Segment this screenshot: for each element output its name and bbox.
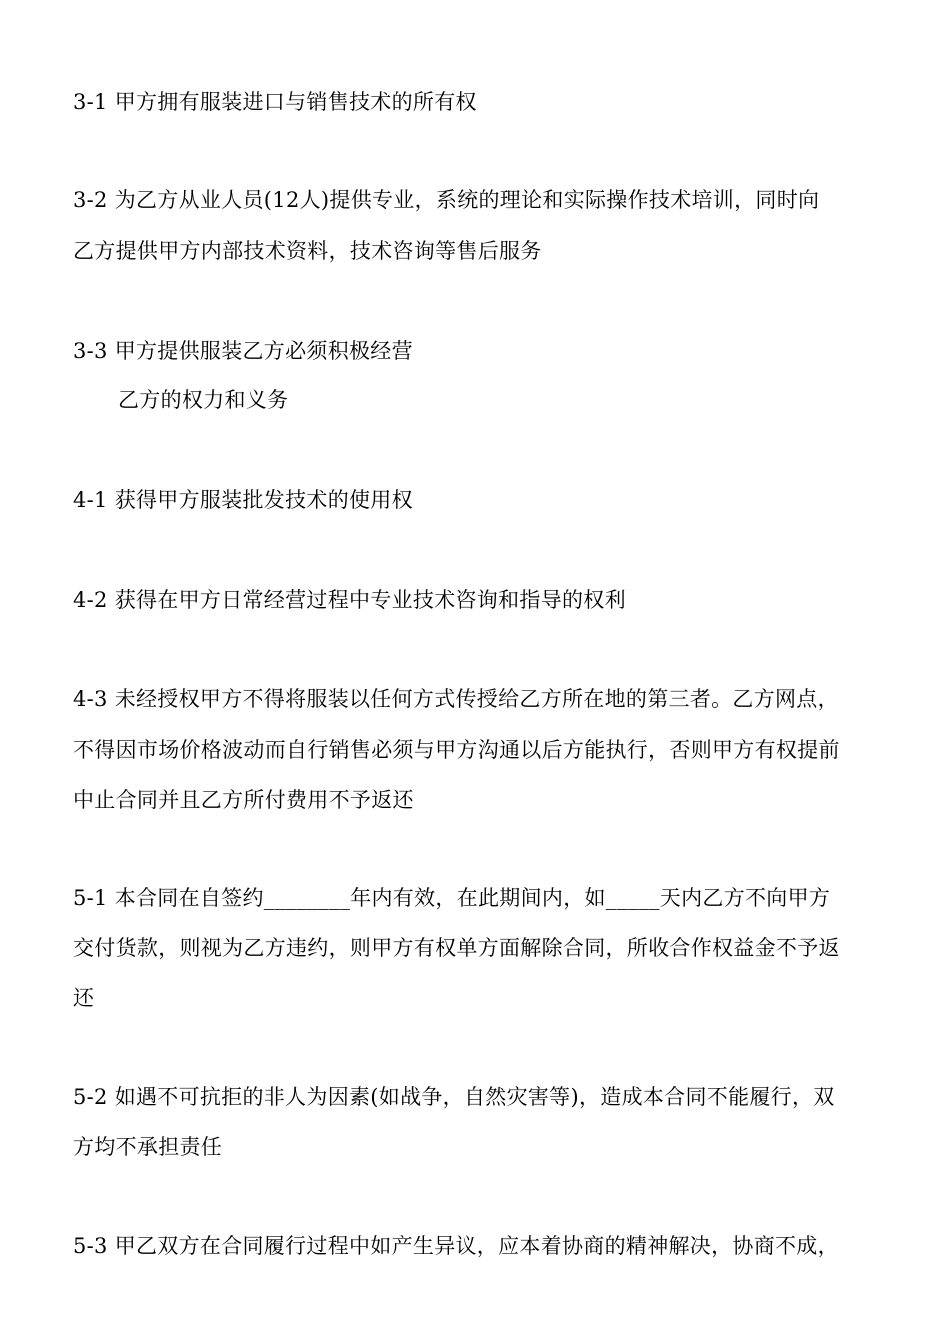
clause-5-2-line-1: 5-2 如遇不可抗拒的非人为因素(如战争，自然灾害等)，造成本合同不能履行，双 — [73, 1085, 835, 1109]
clause-5-3-line-1: 5-3 甲乙双方在合同履行过程中如产生异议，应本着协商的精神解决，协商不成， — [73, 1234, 839, 1258]
clause-5-2-line-2: 方均不承担责任 — [73, 1135, 223, 1159]
clause-3-2-line-2: 乙方提供甲方内部技术资料，技术咨询等售后服务 — [73, 239, 542, 263]
clause-3-2-line-1: 3-2 为乙方从业人员(12人)提供专业，系统的理论和实际操作技术培训，同时向 — [73, 188, 820, 212]
clause-5-1-line-2: 交付货款，则视为乙方违约，则甲方有权单方面解除合同，所收合作权益金不予返 — [73, 936, 840, 960]
clause-4-3-line-1: 4-3 未经授权甲方不得将服装以任何方式传授给乙方所在地的第三者。乙方网点， — [73, 687, 839, 711]
section-heading-party-b-rights: 乙方的权力和义务 — [118, 388, 289, 412]
clause-4-3-line-2: 不得因市场价格波动而自行销售必须与甲方沟通以后方能执行，否则甲方有权提前 — [73, 738, 840, 762]
clause-5-1-line-3: 还 — [73, 986, 95, 1010]
clause-4-2: 4-2 获得在甲方日常经营过程中专业技术咨询和指导的权利 — [73, 588, 626, 612]
clause-4-1: 4-1 获得甲方服装批发技术的使用权 — [73, 488, 413, 512]
clause-3-3: 3-3 甲方提供服装乙方必须积极经营 — [73, 339, 413, 363]
clause-3-1: 3-1 甲方拥有服装进口与销售技术的所有权 — [73, 90, 477, 114]
clause-5-1-line-1: 5-1 本合同在自签约________年内有效，在此期间内，如_____天内乙方不向甲方 — [73, 886, 831, 910]
clause-4-3-line-3: 中止合同并且乙方所付费用不予返还 — [73, 788, 414, 812]
